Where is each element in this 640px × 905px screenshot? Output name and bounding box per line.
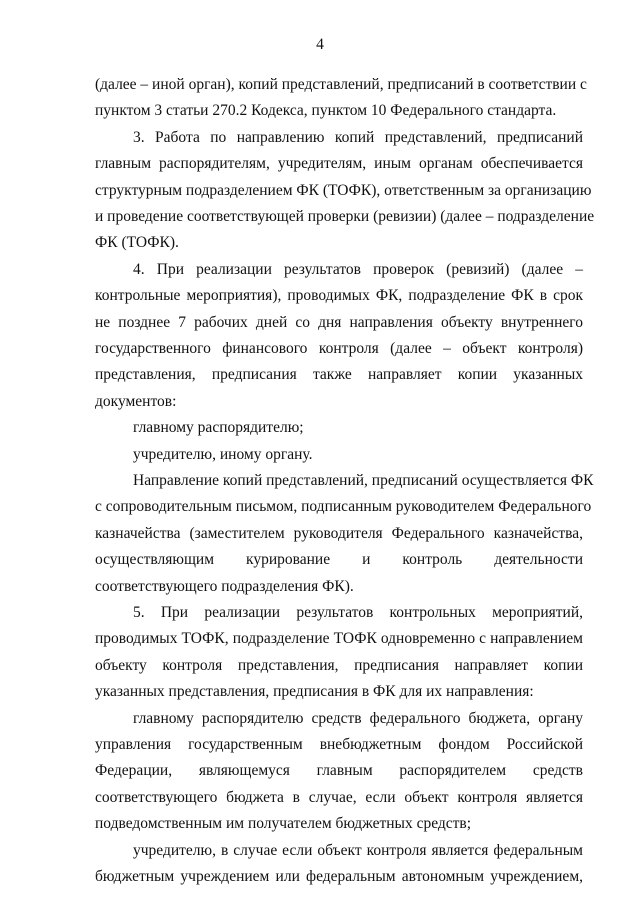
text-line: 3. Работа по направлению копий представлений, предписаний xyxy=(133,128,583,146)
page-number: 4 xyxy=(316,36,324,53)
text-line: казначейства (заместителем руководителя Федерального казначейства, xyxy=(95,524,583,542)
text-line: ФК (ТОФК). xyxy=(95,234,179,252)
text-line: 4. При реализации результатов проверок (ревизий) (далее – xyxy=(133,260,583,278)
text-line: управления государственным внебюджетным фондом Российской xyxy=(95,736,583,753)
text-line: контрольные мероприятия), проводимых ФК, подразделение ФК в срок xyxy=(95,287,583,305)
text-line: документов: xyxy=(95,392,177,410)
text-line: осуществляющим курирование и контроль деятельности xyxy=(95,551,583,569)
text-line: (далее – иной орган), копий представлений, предписаний в соответствии с xyxy=(95,76,587,93)
text-line: государственного финансового контроля (далее – объект контроля) xyxy=(95,340,583,357)
text-line: Направление копий представлений, предписаний осуществляется ФК xyxy=(133,472,594,489)
text-line: 5. При реализации результатов контрольных мероприятий, xyxy=(133,604,583,621)
text-line: структурным подразделением ФК (ТОФК), ответственным за организацию xyxy=(95,181,592,199)
text-line: представления, предписания также направляет копии указанных xyxy=(95,366,583,384)
text-line: не позднее 7 рабочих дней со дня направления объекту внутреннего xyxy=(95,313,583,331)
text-line: и проведение соответствующей проверки (ревизии) (далее – подразделение xyxy=(95,208,595,225)
text-line: Федерации, являющемуся главным распорядителем средств xyxy=(95,762,583,780)
text-line: с сопроводительным письмом, подписанным руководителем Федерального xyxy=(95,498,592,516)
text-line: подведомственным им получателем бюджетных средств; xyxy=(95,815,472,833)
text-line: главному распорядителю; xyxy=(133,419,304,437)
text-line: учредителю, в случае если объект контроля является федеральным xyxy=(133,841,583,859)
text-line: указанных представления, предписания в ФК для их направления: xyxy=(95,683,534,701)
text-line: объекту контроля представления, предписания направляет копии xyxy=(95,656,583,674)
text-line: учредителю, иному органу. xyxy=(133,445,313,463)
text-line: главному распорядителю средств федерального бюджета, органу xyxy=(133,709,583,727)
text-line: соответствующего подразделения ФК). xyxy=(95,577,354,595)
text-line: главным распорядителям, учредителям, иным органам обеспечивается xyxy=(95,155,583,173)
text-line: проводимых ТОФК, подразделение ТОФК одновременно с направлением xyxy=(95,630,583,648)
text-line: пунктом 3 статьи 270.2 Кодекса, пунктом 10 Федерального стандарта. xyxy=(95,102,557,120)
text-line: бюджетным учреждением или федеральным автономным учреждением, xyxy=(95,868,583,885)
text-line: соответствующего бюджета в случае, если объект контроля является xyxy=(95,788,583,806)
